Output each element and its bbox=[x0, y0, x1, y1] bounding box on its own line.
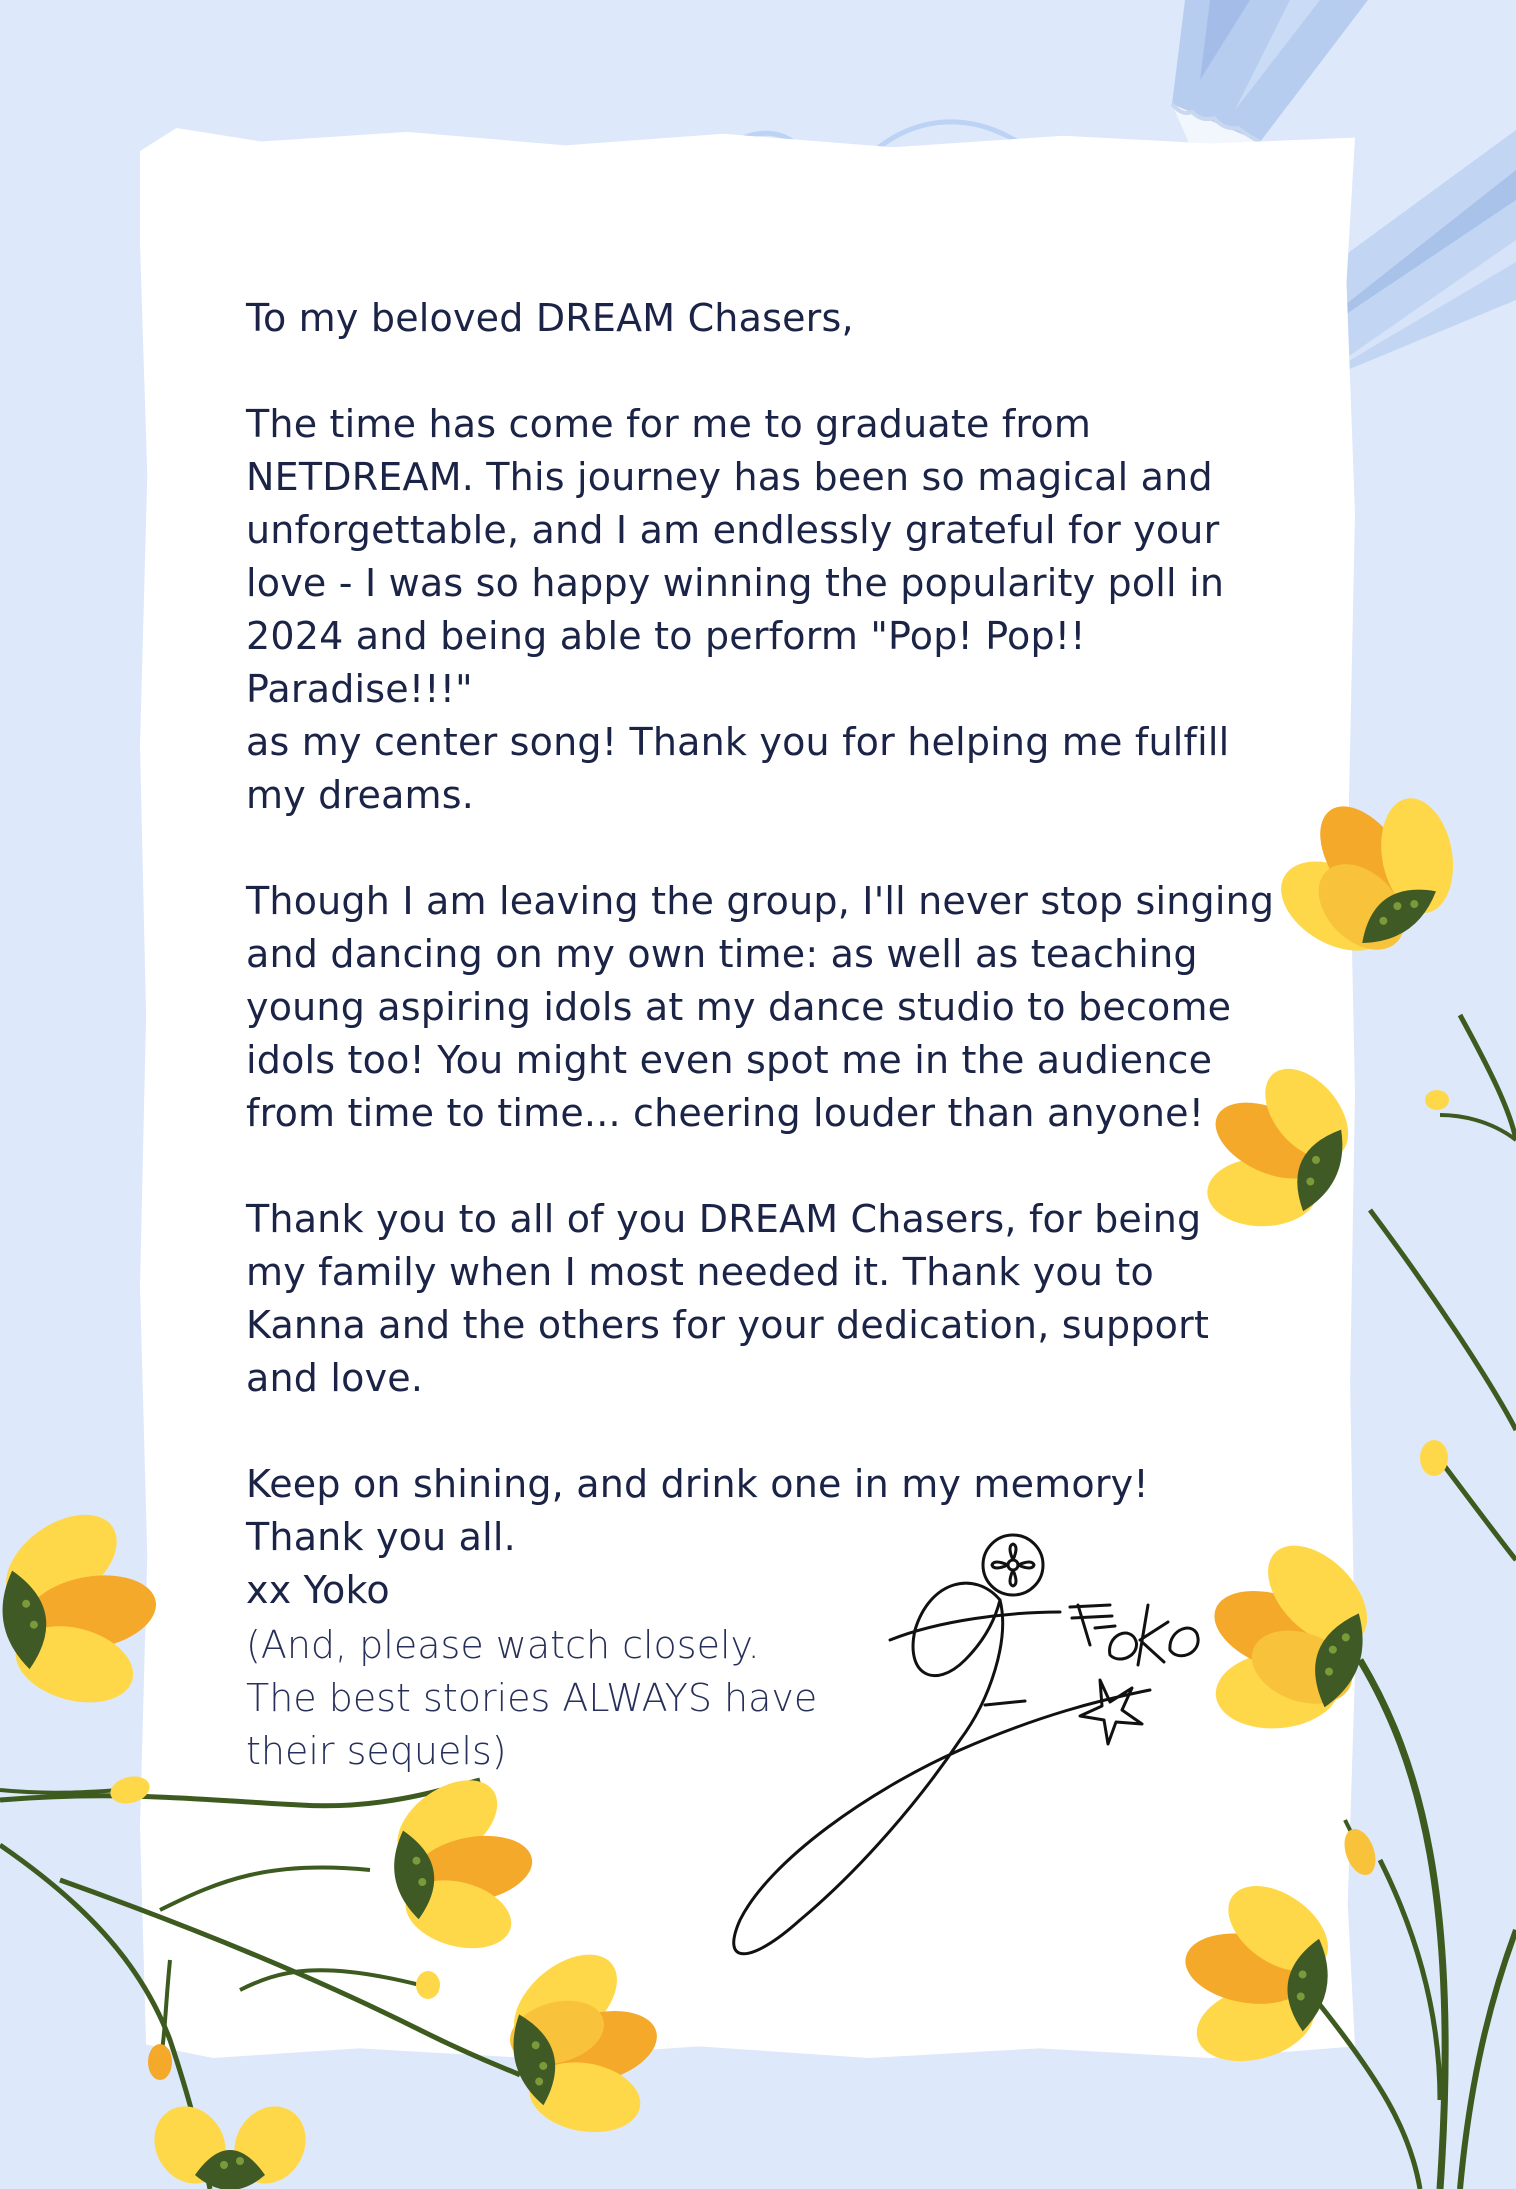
text-line: love - I was so happy winning the popularity poll in bbox=[246, 561, 1225, 605]
text-line: my family when I most needed it. Thank you to bbox=[246, 1250, 1154, 1294]
text-line: their sequels) bbox=[246, 1729, 507, 1773]
text-line: idols too! You might even spot me in the audience bbox=[246, 1038, 1213, 1082]
sign-off: xx Yoko bbox=[246, 1568, 390, 1612]
text-line: Keep on shining, and drink one in my memory! bbox=[246, 1462, 1149, 1506]
text-line: NETDREAM. This journey has been so magical and bbox=[246, 455, 1213, 499]
text-line: young aspiring idols at my dance studio to become bbox=[246, 985, 1232, 1029]
text-line: as my center song! Thank you for helping me fulfill bbox=[246, 720, 1230, 764]
text-line: and love. bbox=[246, 1356, 424, 1400]
text-line: The best stories ALWAYS have bbox=[246, 1676, 818, 1720]
text-line: and dancing on my own time: as well as teaching bbox=[246, 932, 1198, 976]
text-line: unforgettable, and I am endlessly grateful for your bbox=[246, 508, 1220, 552]
text-line: The time has come for me to graduate from bbox=[246, 402, 1092, 446]
text-line: (And, please watch closely. bbox=[246, 1623, 760, 1667]
text-line: Thank you to all of you DREAM Chasers, for being bbox=[246, 1197, 1202, 1241]
text-line: from time to time... cheering louder than anyone! bbox=[246, 1091, 1205, 1135]
text-line: 2024 and being able to perform "Pop! Pop!! Paradise!!!" bbox=[246, 614, 1086, 711]
text-line: Kanna and the others for your dedication, support bbox=[246, 1303, 1210, 1347]
text-line: Though I am leaving the group, I'll never stop singing bbox=[246, 879, 1275, 923]
text-line: Thank you all. bbox=[246, 1515, 516, 1559]
greeting-line: To my beloved DREAM Chasers, bbox=[246, 296, 854, 340]
text-line: my dreams. bbox=[246, 773, 475, 817]
